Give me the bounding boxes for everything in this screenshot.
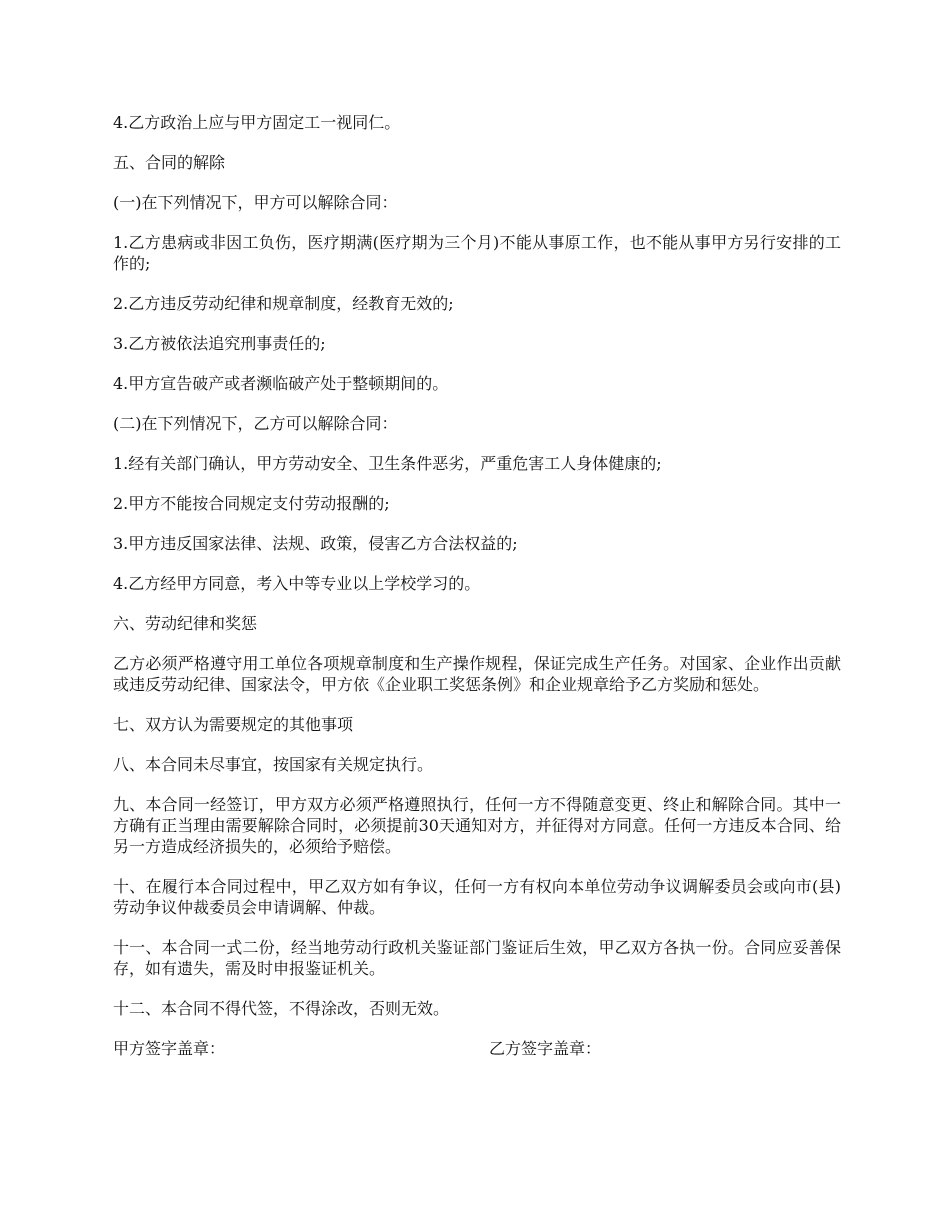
paragraph-clause-4-political: 4.乙方政治上应与甲方固定工一视同仁。 bbox=[113, 113, 401, 132]
document-body bbox=[113, 112, 841, 1059]
section-heading-termination: 五、合同的解除 bbox=[113, 153, 226, 172]
list-item-b1: 1.经有关部门确认，甲方劳动安全、卫生条件恶劣，严重危害工人身体健康的; bbox=[113, 454, 662, 473]
section-heading-other-matters: 七、双方认为需要规定的其他事项 bbox=[113, 715, 354, 734]
section-11: 十一、本合同一式二份，经当地劳动行政机关鉴证部门鉴证后生效，甲乙双方各执一份。合同应妥善保存，如有遗失，需及时申报鉴证机关。 bbox=[113, 938, 841, 978]
subheading-party-a-termination: (一)在下列情况下，甲方可以解除合同： bbox=[113, 193, 398, 212]
list-item-b2: 2.甲方不能按合同规定支付劳动报酬的; bbox=[113, 494, 390, 513]
party-a-signature-label: 甲方签字盖章： bbox=[113, 1039, 226, 1058]
subheading-party-b-termination: (二)在下列情况下，乙方可以解除合同： bbox=[113, 414, 398, 433]
section-9: 九、本合同一经签订，甲方双方必须严格遵照执行，任何一方不得随意变更、终止和解除合同。其中一方确有正当理由需要解除合同时，必须提前30天通知对方，并征得对方同意。任何一方违反本合同、给另一方造成经济损失的，必须给予赔偿。 bbox=[113, 795, 841, 856]
party-b-signature-label: 乙方签字盖章： bbox=[489, 1039, 602, 1058]
list-item-a1: 1.乙方患病或非因工负伤，医疗期满(医疗期为三个月)不能从事原工作，也不能从事甲方另行安排的工作的; bbox=[113, 233, 841, 273]
list-item-b3: 3.甲方违反国家法律、法规、政策，侵害乙方合法权益的; bbox=[113, 534, 518, 553]
list-item-b4: 4.乙方经甲方同意，考入中等专业以上学校学习的。 bbox=[113, 574, 481, 593]
section-10: 十、在履行本合同过程中，甲乙双方如有争议，任何一方有权向本单位劳动争议调解委员会或向市(县)劳动争议仲裁委员会申请调解、仲裁。 bbox=[113, 877, 841, 917]
signature-row bbox=[113, 1038, 841, 1059]
section-12: 十二、本合同不得代签，不得涂改，否则无效。 bbox=[113, 999, 450, 1018]
list-item-a3: 3.乙方被依法追究刑事责任的; bbox=[113, 334, 326, 353]
paragraph-discipline: 乙方必须严格遵守用工单位各项规章制度和生产操作规程，保证完成生产任务。对国家、企业作出贡献或违反劳动纪律、国家法令，甲方依《企业职工奖惩条例》和企业规章给予乙方奖励和惩处。 bbox=[113, 654, 841, 694]
list-item-a4: 4.甲方宣告破产或者濒临破产处于整顿期间的。 bbox=[113, 374, 449, 393]
section-heading-discipline: 六、劳动纪律和奖惩 bbox=[113, 614, 258, 633]
section-8: 八、本合同未尽事宜，按国家有关规定执行。 bbox=[113, 755, 434, 774]
list-item-a2: 2.乙方违反劳动纪律和规章制度，经教育无效的; bbox=[113, 294, 454, 313]
